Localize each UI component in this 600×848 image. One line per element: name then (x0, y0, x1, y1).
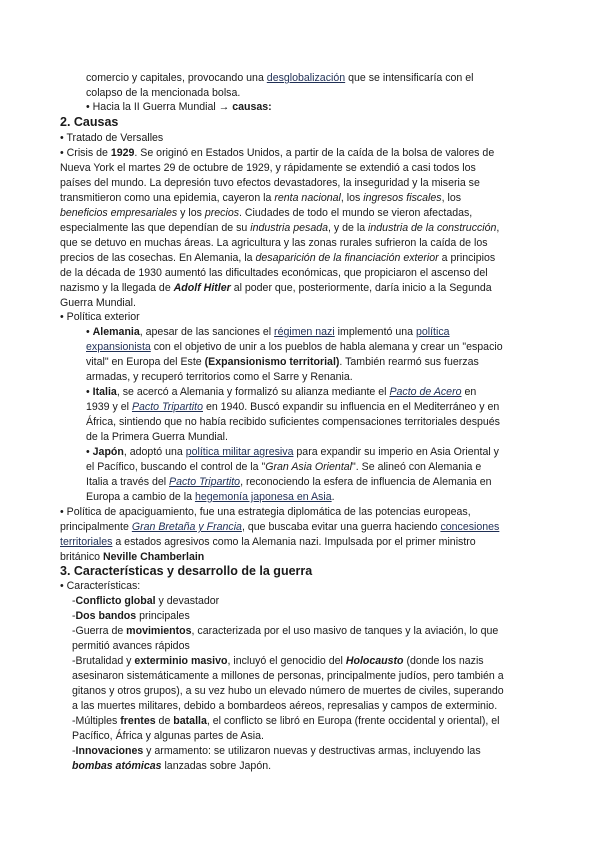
crisis-line-6: especialmente las que dependían de su industria pesada, y de la industria de la construcción, (60, 222, 500, 234)
alemania-line-3: vital" en Europa del Este (Expansionismo territorial). También rearmó sus fuerzas (86, 356, 479, 368)
apaciguamiento-line-3: territoriales a estados agresivos como la Alemania nazi. Impulsada por el primer ministro (60, 536, 476, 548)
apaciguamiento-line-1: • Política de apaciguamiento, fue una estrategia diplomática de las potencias europeas, (60, 506, 471, 518)
italia-line-4: de la Primera Guerra Mundial. (86, 431, 228, 443)
alemania-line-4: armadas, y recuperó territorios como el Sarre y Renania. (86, 371, 353, 383)
link-hegemonia[interactable]: hegemonía japonesa en Asia (194, 491, 332, 503)
link-politica-militar[interactable]: política militar agresiva (185, 446, 294, 458)
alemania-line-1: • Alemania, apesar de las sanciones el régimen nazi implementó una política (86, 326, 450, 338)
link-politica[interactable]: política (415, 326, 450, 338)
car-line-9: -Múltiples frentes de batalla, el conflicto se libró en Europa (frente occidental y oriental), el (72, 715, 500, 727)
bullet-caracteristicas: • Características: (60, 580, 141, 592)
crisis-line-4: transmitieron como una epidemia, cayeron la renta nacional, los ingresos fiscales, los (60, 192, 462, 204)
crisis-line-11: Guerra Mundial. (60, 297, 136, 309)
alemania-line-2: expansionista con el objetivo de unir a los pueblos de habla alemana y crear un "espacio (86, 341, 503, 353)
car-line-5: -Brutalidad y exterminio masivo, incluyó el genocidio del Holocausto (donde los nazis (72, 655, 484, 667)
intro-line-1: comercio y capitales, provocando una desglobalización que se intensificaría con el (86, 72, 474, 84)
link-regimen-nazi[interactable]: régimen nazi (274, 326, 335, 338)
link-desglobalizacion[interactable]: desglobalización (266, 72, 346, 84)
apaciguamiento-line-2: principalmente Gran Bretaña y Francia, que buscaba evitar una guerra haciendo concesiones (60, 521, 500, 533)
crisis-line-7: que se detuvo en muchas áreas. La agricultura y las zonas rurales sufrieron la caída de los (60, 237, 488, 249)
japon-line-1: • Japón, adoptó una política militar agresiva para expandir su imperio en Asia Oriental y (86, 446, 499, 458)
section-3-heading: 3. Características y desarrollo de la guerra (60, 564, 313, 578)
crisis-line-3: países del mundo. La depresión tuvo efectos devastadores, la inseguridad y la miseria se (60, 177, 480, 189)
car-line-4: permitió avances rápidos (72, 640, 190, 652)
crisis-line-5: beneficios empresariales y los precios. Ciudades de todo el mundo se vieron afectadas, (60, 207, 473, 219)
car-line-3: -Guerra de movimientos, caracterizada por el uso masivo de tanques y la aviación, lo que (72, 625, 499, 637)
crisis-line-9: de la década de 1930 aumentó las dificultades económicas, que propiciaron el ascenso del (60, 267, 488, 279)
car-line-2: -Dos bandos principales (72, 610, 190, 622)
link-gran-bretana-francia[interactable]: Gran Bretaña y Francia (131, 521, 242, 533)
bullet-versalles: • Tratado de Versalles (60, 132, 164, 144)
crisis-line-2: Nueva York el martes 29 de octubre de 1929, y rápidamente se extendió a casi todos los (60, 162, 476, 174)
car-line-8: a las muertes militares, debido a bombardeos aéreos, represalias y campos de exterminio. (72, 700, 498, 712)
intro-line-2: colapso de la mencionada bolsa. (86, 87, 241, 99)
link-territoriales[interactable]: territoriales (60, 536, 113, 548)
car-line-6: asesinaron sistemáticamente a millones de personas, principalmente judíos, pero también a (72, 670, 504, 682)
italia-line-3: África, sintiendo que no había recibido suficientes compensaciones territoriales después (86, 416, 500, 428)
car-line-11: -Innovaciones y armamento: se utilizaron nuevas y destructivas armas, incluyendo las (72, 745, 481, 757)
car-line-12: bombas atómicas lanzadas sobre Japón. (72, 760, 272, 772)
car-line-10: Pacífico, África y algunas partes de Asia. (72, 730, 264, 742)
link-pacto-tripartito[interactable]: Pacto Tripartito (131, 401, 203, 413)
apaciguamiento-line-4: británico Neville Chamberlain (60, 551, 205, 563)
crisis-line-1: • Crisis de 1929. Se originó en Estados Unidos, a partir de la caída de la bolsa de valores de (60, 147, 495, 159)
car-line-1: -Conflicto global y devastador (72, 595, 220, 607)
intro-line-3: • Hacia la II Guerra Mundial → causas: (86, 101, 272, 113)
link-concesiones[interactable]: concesiones (440, 521, 500, 533)
car-line-7: gitanos y otros grupos), a su vez hubo un elevado número de muertes de civiles, superando (72, 685, 504, 697)
crisis-line-8: precios de las cosechas. En Alemania, la desaparición de la financiación exterior a principios (60, 252, 496, 264)
crisis-line-10: nazismo y la llegada de Adolf Hitler al poder que, posteriormente, daría inicio a la Segunda (60, 282, 492, 294)
link-expansionista[interactable]: expansionista (86, 341, 151, 353)
italia-line-2: 1939 y el Pacto Tripartito en 1940. Buscó expandir su influencia en el Mediterráneo y en (86, 401, 500, 413)
bullet-politica-exterior: • Política exterior (60, 311, 140, 323)
link-pacto-tripartito-2[interactable]: Pacto Tripartito (169, 476, 241, 488)
section-2-heading: 2. Causas (60, 115, 119, 129)
japon-line-4: Europa a cambio de la hegemonía japonesa en Asia. (86, 491, 335, 503)
japon-line-3: Italia a través del Pacto Tripartito, reconociendo la esfera de influencia de Alemania en (86, 476, 492, 488)
japon-line-2: el Pacífico, buscando el control de la "Gran Asia Oriental". Se alineó con Alemania e (86, 461, 482, 473)
link-pacto-de-acero[interactable]: Pacto de Acero (389, 386, 462, 398)
italia-line-1: • Italia, se acercó a Alemania y formalizó su alianza mediante el Pacto de Acero en (86, 386, 477, 398)
